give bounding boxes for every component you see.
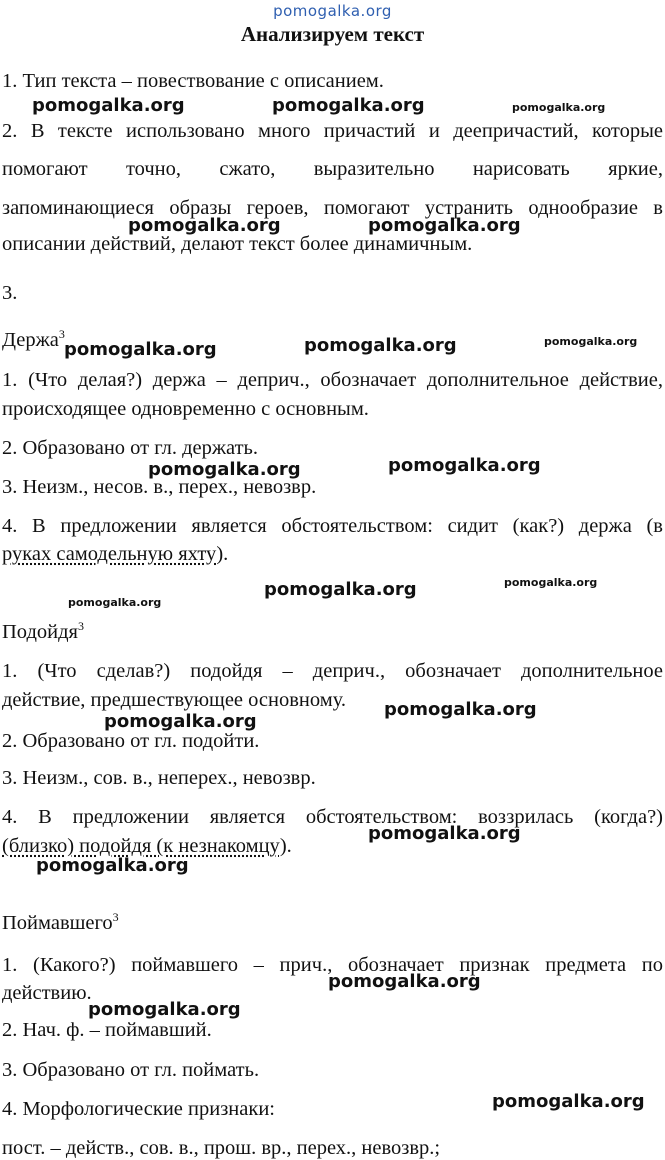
watermark: pomogalka.org	[388, 455, 541, 476]
word-heading-derzha	[2, 328, 65, 352]
text-line: 1. (Что сделав?) подойдя – деприч., обозначает дополнительное	[2, 660, 663, 682]
watermark: pomogalka.org	[264, 579, 417, 600]
watermark: pomogalka.org	[368, 823, 521, 844]
text-line: 4. Морфологические признаки:	[2, 1098, 275, 1120]
text-line: 3. Неизм., сов. в., неперех., невозвр.	[2, 767, 316, 789]
superscript: 3	[58, 327, 65, 342]
underlined-phrase: (близко) подойдя (к незнакомцу	[2, 835, 280, 857]
watermark: pomogalka.org	[368, 215, 521, 236]
text-line: 3. Неизм., несов. в., перех., невозвр.	[2, 476, 317, 498]
text-line: 1. (Что делая?) держа – деприч., обозначает дополнительное действие,	[2, 369, 663, 391]
page-title: Анализируем текст	[240, 22, 425, 46]
text-line: действие, предшествующее основному.	[2, 689, 347, 711]
text-line: происходящее одновременно с основным.	[2, 398, 369, 420]
text-line: 1. Тип текста – повествование с описанием.	[2, 70, 384, 92]
section-number: 3.	[2, 282, 18, 304]
text-line: запоминающиеся образы героев, помогают устранить однообразие в	[2, 197, 663, 219]
text-line: 2. Нач. ф. – поймавший.	[2, 1019, 212, 1041]
watermark: pomogalka.org	[68, 596, 162, 609]
watermark: pomogalka.org	[504, 576, 598, 589]
watermark: pomogalka.org	[128, 215, 281, 236]
superscript: 3	[77, 619, 84, 634]
watermark: pomogalka.org	[88, 999, 241, 1020]
text-line: действию.	[2, 982, 92, 1004]
watermark: pomogalka.org	[512, 101, 606, 114]
text-line: 2. В тексте использовано много причастий и деепричастий, которые	[2, 120, 663, 142]
watermark: pomogalka.org	[492, 1091, 645, 1112]
watermark: pomogalka.org	[304, 335, 457, 356]
word-heading-poymavshego	[2, 911, 119, 935]
watermark: pomogalka.org	[32, 95, 185, 116]
word-heading-text: Поймавшего	[2, 912, 113, 934]
watermark: pomogalka.org	[272, 95, 425, 116]
superscript: 3	[112, 910, 119, 925]
text-line: пост. – действ., сов. в., прош. вр., перех., невозвр.;	[2, 1137, 441, 1159]
text-line: помогают точно, сжато, выразительно нарисовать яркие,	[2, 158, 663, 180]
word-heading-podoydya	[2, 620, 84, 644]
watermark: pomogalka.org	[384, 699, 537, 720]
watermark: pomogalka.org	[544, 335, 638, 348]
text-line: 2. Образовано от гл. подойти.	[2, 730, 260, 752]
text-line: 4. В предложении является обстоятельством: сидит (как?) держа (в	[2, 515, 663, 537]
watermark: pomogalka.org	[64, 339, 217, 360]
site-watermark-header: pomogalka.org	[273, 2, 392, 20]
underlined-phrase: руках самодельную яхту	[2, 543, 217, 565]
watermark: pomogalka.org	[148, 459, 301, 480]
text-line	[2, 542, 228, 566]
watermark: pomogalka.org	[104, 711, 257, 732]
watermark: pomogalka.org	[328, 971, 481, 992]
text-line: 2. Образовано от гл. держать.	[2, 437, 259, 459]
text-line: 1. (Какого?) поймавшего – прич., обозначает признак предмета по	[2, 954, 663, 976]
word-heading-text: Подойдя	[2, 621, 78, 643]
watermark: pomogalka.org	[36, 855, 189, 876]
text-fragment: ).	[216, 543, 229, 565]
text-line: 4. В предложении является обстоятельством: воззрилась (когда?)	[2, 806, 663, 828]
text-line: 3. Образовано от гл. поймать.	[2, 1059, 260, 1081]
text-line: описании действий, делают текст более динамичным.	[2, 233, 473, 255]
text-fragment: ).	[279, 835, 292, 857]
word-heading-text: Держа	[2, 329, 59, 351]
